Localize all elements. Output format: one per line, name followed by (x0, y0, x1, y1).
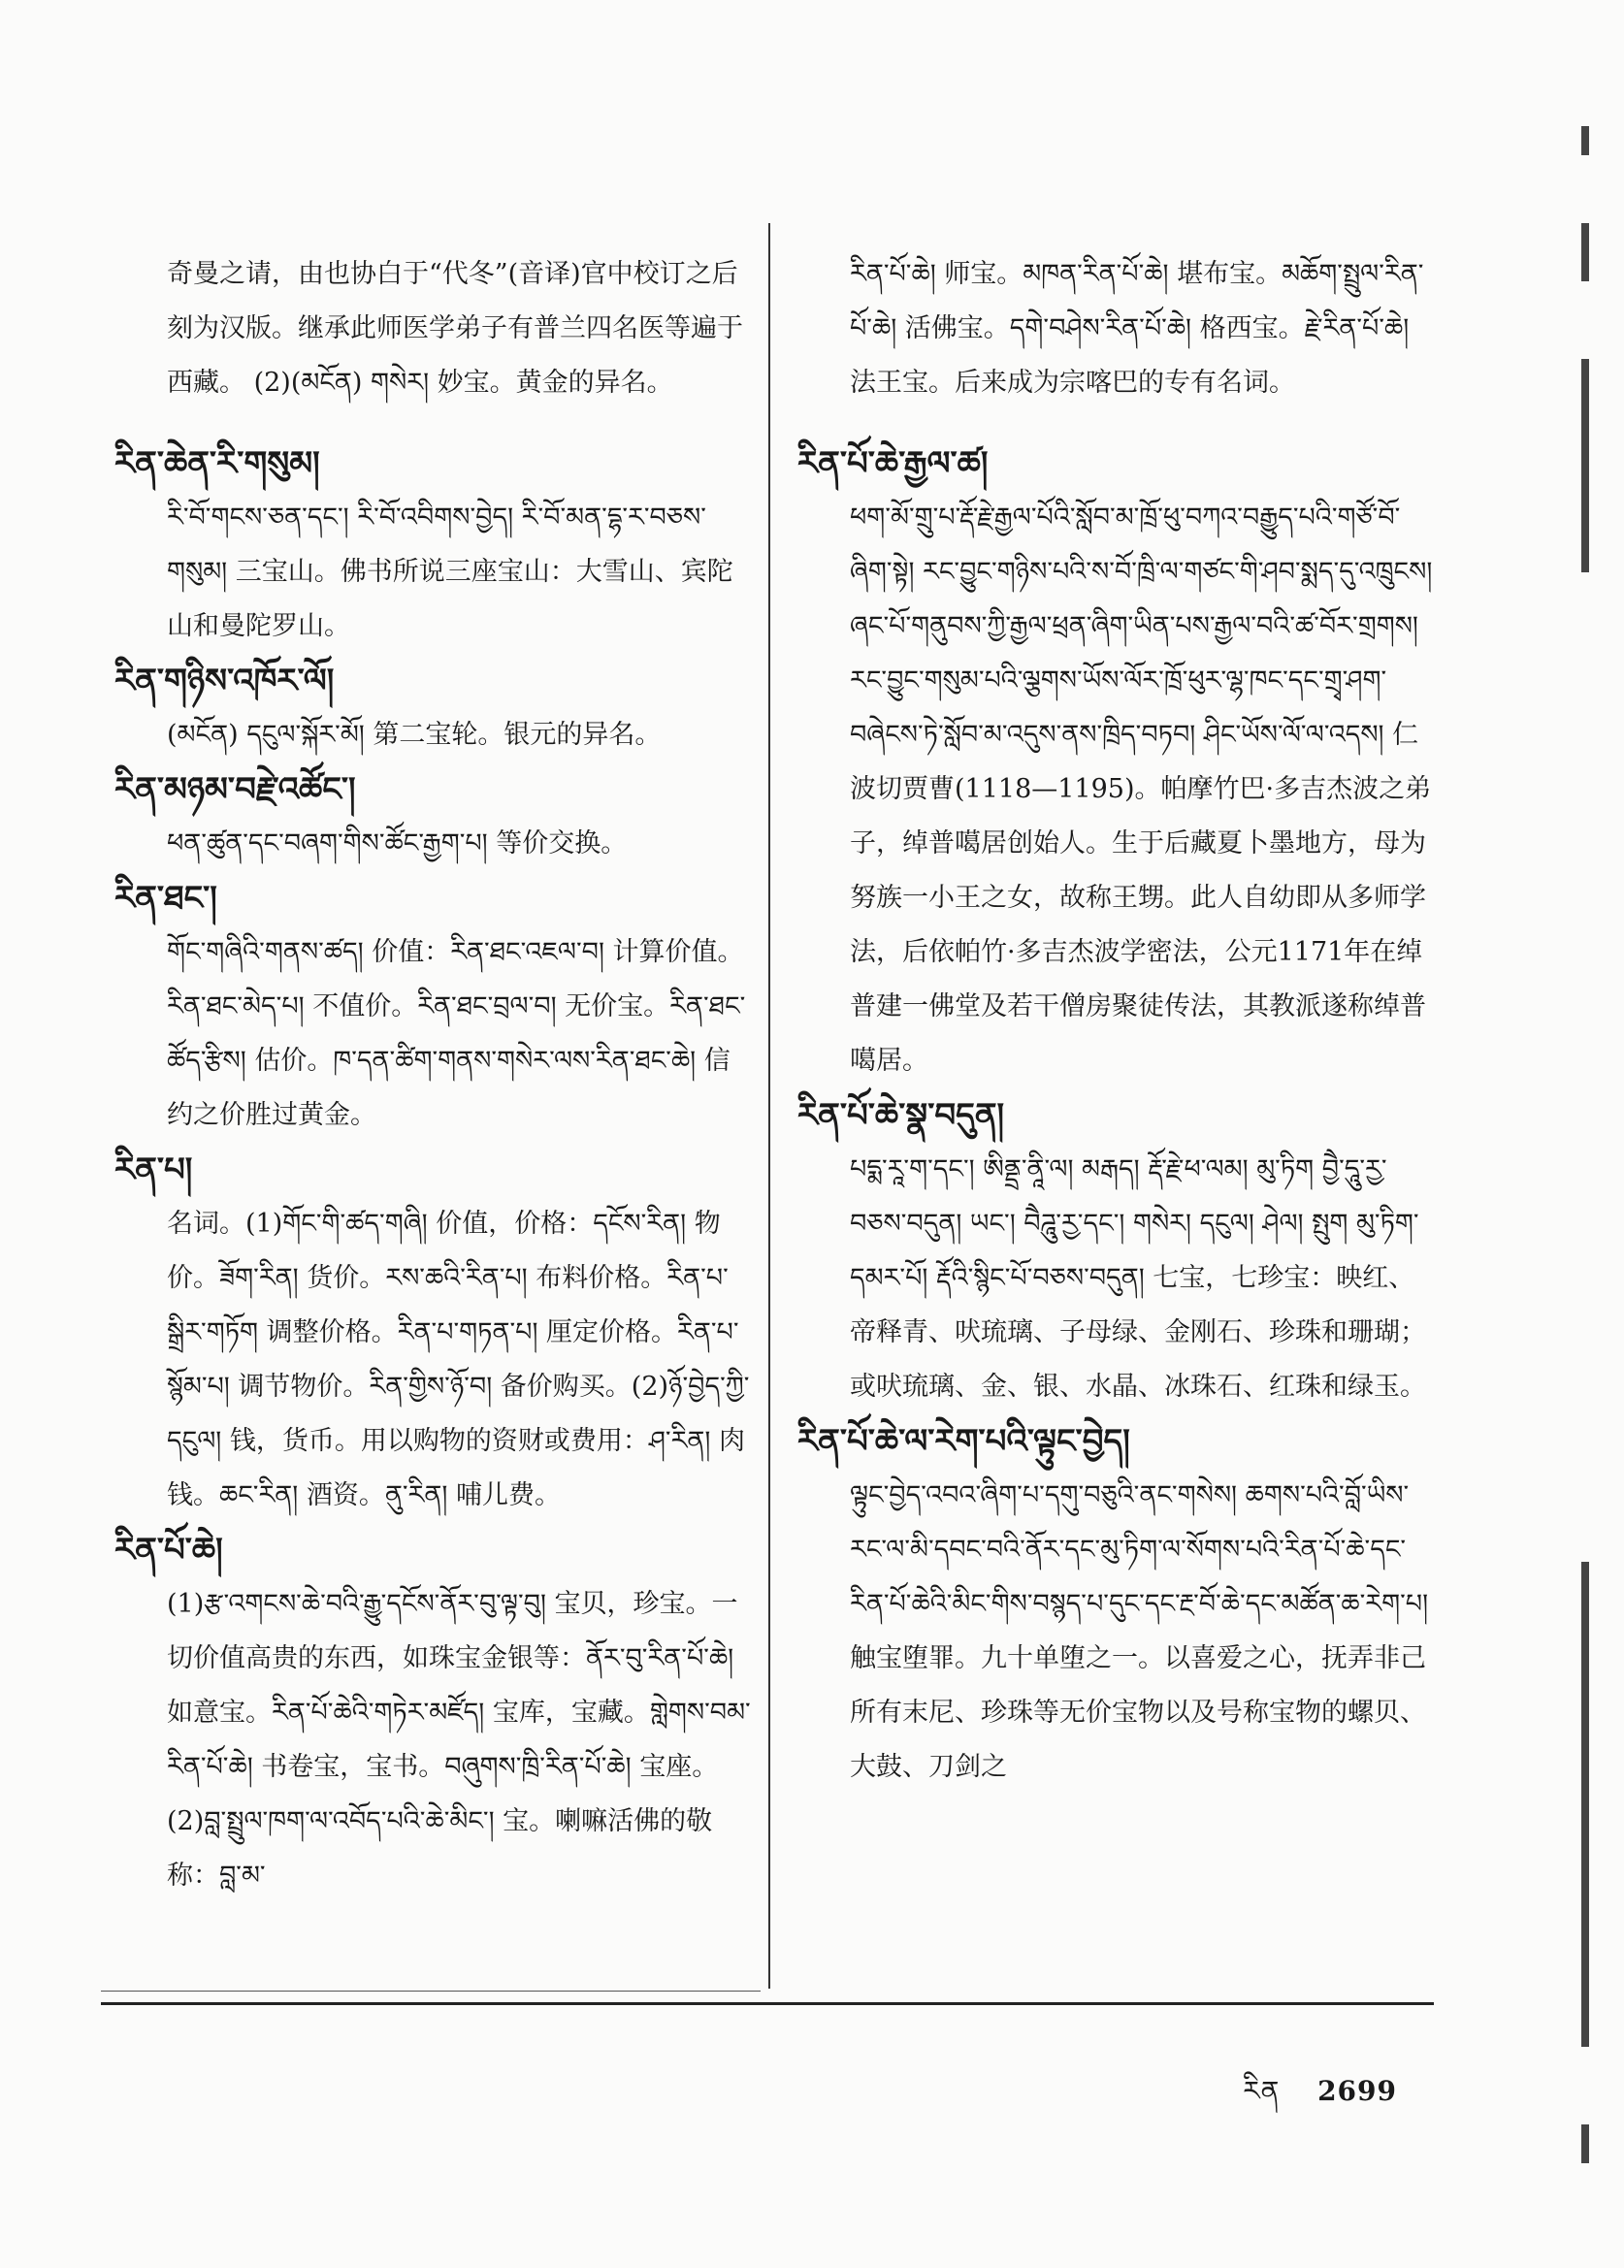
entry-definition: ཕན་ཚུན་དང་བཞག་གིས་ཚོང་རྒྱག་པ། 等价交换。 (167, 828, 628, 859)
dictionary-entry (797, 1414, 1438, 1795)
dictionary-entry (114, 1523, 755, 1903)
column-divider (768, 223, 770, 1989)
entry-definition: རི་བོ་གངས་ཅན་དང་། རི་བོ་འབིགས་བྱེད། རི་བོ་མན་དྷ་ར་བཅས་གསུམ། 三宝山。佛书所说三座宝山：大雪山、宾陀山和曼陀罗山。 (167, 502, 733, 641)
dictionary-entry (114, 871, 755, 1143)
dictionary-entry (114, 437, 755, 654)
entry-definition: (1)རྩ་འགངས་ཆེ་བའི་རྒྱུ་དངོས་ནོར་བུ་ལྟ་བུ། 宝贝，珍宝。一切价值高贵的东西，如珠宝金银等：ནོར་བུ་རིན་པོ་ཆེ། 如意宝。རིན་པོ་ཆེའི་གཏེར་མཛོད། 宝库，宝藏。གླེགས་བམ་རིན་པོ་ཆེ། 书卷宝，宝书。བཞུགས་ཁྲི་རིན་པོ་ཆེ། 宝座。 (2)བླ་སྤྲུལ་ཁག་ལ་འབོད་པའི་ཆེ་མིང་། 宝。喇嘛活佛的敬称：བླ་མ་ (167, 1589, 751, 1891)
footer-rule (101, 2002, 1434, 2005)
dictionary-entry (114, 762, 755, 871)
running-header-word: རིན (1243, 2075, 1281, 2107)
page-footer (1243, 2060, 1397, 2137)
entry-headword: རིན་པོ་ཆེ། (114, 1531, 223, 1570)
entry-definition: པདྨ་རཱ་ག་དང་། ཨིནྡྲ་ནཱི་ལ། མརྒད། རྡོ་རྗེ་ཕ་ལམ། མུ་ཏིག བྱཻ་དཱུ་རྱ་བཅས་བདུན། ཡང་། བཻཌཱུ་རྱ་དང་། གསེར། དངུལ། ཤེལ། སྤུག མུ་ཏིག་དམར་པོ། རྡོའི་སྙིང་པོ་བཅས་བདུན། 七宝，七珍宝：映红、帝释青、吠琉璃、子母绿、金刚石、珍珠和珊瑚；或吠琉璃、金、银、水晶、冰珠石、红珠和绿玉。 (850, 1154, 1426, 1402)
right-column (797, 221, 1438, 1795)
left-column (114, 221, 755, 1903)
entry-headword: རིན་པོ་ཆེ་སྣ་བདུན། (797, 1096, 1005, 1135)
entry-headword: རིན་པོ་ཆེ་རྒྱལ་ཚ། (797, 444, 989, 483)
dictionary-entry (797, 437, 1438, 1088)
entry-headword: རིན་མཉམ་བརྗེ་འཚོང་། (114, 770, 356, 809)
entry-definition: 名词。(1)གོང་གི་ཚད་གཞི། 价值，价格：དངོས་རིན། 物价。ཟོག་རིན། 货价。རས་ཆའི་རིན་པ། 布料价格。རིན་པ་སྒྲིར་གཏོག 调整价格。རིན་པ་གཏན་པ། 厘定价格。རིན་པ་སྙོམ་པ། 调节物价。རིན་གྱིས་ཉོ་བ། 备价购买。(2)ཉོ་བྱེད་ཀྱི་དངུལ། 钱，货币。用以购物的资财或费用：ཤ་རིན། 肉钱。ཆང་རིན། 酒资。ནུ་རིན། 哺儿费。 (167, 1209, 750, 1510)
entry-definition: ལྟུང་བྱེད་འབའ་ཞིག་པ་དགུ་བཅུའི་ནང་གསེས། ཆགས་པའི་བློ་ཡིས་རང་ལ་མི་དབང་བའི་ནོར་དང་མུ་ཏིག་ལ་སོགས་པའི་རིན་པོ་ཆེ་དང་རིན་པོ་ཆེའི་མིང་གིས་བསྙད་པ་དུང་དང་རྔ་བོ་ཆེ་དང་མཚོན་ཆ་རེག་པ། 触宝堕罪。九十单堕之一。以喜爱之心，抚弄非己所有末尼、珍珠等无价宝物以及号称宝物的螺贝、大鼓、刀剑之 (850, 1480, 1429, 1782)
dictionary-entry (797, 1088, 1438, 1414)
entry-definition: (མངོན) དངུལ་སྐོར་མོ། 第二宝轮。银元的异名。 (167, 720, 662, 750)
page-number: 2699 (1317, 2075, 1397, 2107)
entry-headword: རིན་པ། (114, 1150, 193, 1189)
entry-headword: རིན་པོ་ཆེ་ལ་རེག་པའི་ལྟུང་བྱེད། (797, 1422, 1130, 1461)
entry-headword: རིན་གཉིས་འཁོར་ལོ། (114, 662, 335, 700)
entry-definition: གོང་གཞིའི་གནས་ཚད། 价值：རིན་ཐང་འཇལ་བ། 计算价值。རིན་ཐང་མེད་པ། 不值价。རིན་ཐང་བྲལ་བ། 无价宝。རིན་ཐང་ཚོད་རྩིས། 估价。ཁ་དན་ཚིག་གནས་གསེར་ལས་རིན་ཐང་ཆེ། 信约之价胜过黄金。 (167, 937, 746, 1130)
entry-headword: རིན་ཐང་། (114, 879, 217, 918)
continuation-text: 奇曼之请，由也协白于“代冬”(音译)官中校订之后刻为汉版。继承此师医学弟子有普兰四名医等遍于西藏。 (2)(མངོན) གསེར། 妙宝。黄金的异名。 (167, 259, 743, 398)
scan-edge-marks (1581, 126, 1607, 2183)
entry-definition: ཕག་མོ་གྲུ་པ་རྡོ་རྗེ་རྒྱལ་པོའི་སློབ་མ་ཁྲོ་ཕུ་བཀའ་བརྒྱུད་པའི་གཙོ་བོ་ཞིག་སྟེ། རང་བྱུང་གཉིས་པའི་ས་བོ་ཁྲི་ལ་གཙང་གི་ཤབ་སྨད་དུ་འཁྲུངས། ཞང་པོ་གནུབས་ཀྱི་རྒྱལ་ཕྲན་ཞིག་ཡིན་པས་རྒྱལ་བའི་ཚ་བོར་གྲགས། རང་བྱུང་གསུམ་པའི་ལྕགས་ཡོས་ལོར་ཁྲོ་ཕུར་ལྷ་ཁང་དང་གྲྭ་ཤག་བཞེངས་ཏེ་སློབ་མ་འདུས་ནས་ཁྲིད་བཏབ། ཤིང་ཡོས་ལོ་ལ་འདས། 仁波切贾曹(1118—1195)。帕摩竹巴·多吉杰波之弟子，绰普噶居创始人。生于后藏夏卜墨地方，母为努族一小王之女，故称王甥。此人自幼即从多师学法，后依帕竹·多吉杰波学密法，公元1171年在绰普建一佛堂及若干僧房聚徒传法，其教派遂称绰普噶居。 (850, 502, 1433, 1076)
dictionary-entry (114, 654, 755, 762)
entry-headword: རིན་ཆེན་རི་གསུམ། (114, 444, 320, 483)
footer-rule-thin (101, 1991, 761, 1992)
continuation-text: རིན་པོ་ཆེ། 师宝。མཁན་རིན་པོ་ཆེ། 堪布宝。མཆོག་སྤྲུལ་རིན་པོ་ཆེ། 活佛宝。དགེ་བཤེས་རིན་པོ་ཆེ། 格西宝。རྗེ་རིན་པོ་ཆེ། 法王宝。后来成为宗喀巴的专有名词。 (850, 259, 1424, 398)
dictionary-entry (114, 1143, 755, 1523)
